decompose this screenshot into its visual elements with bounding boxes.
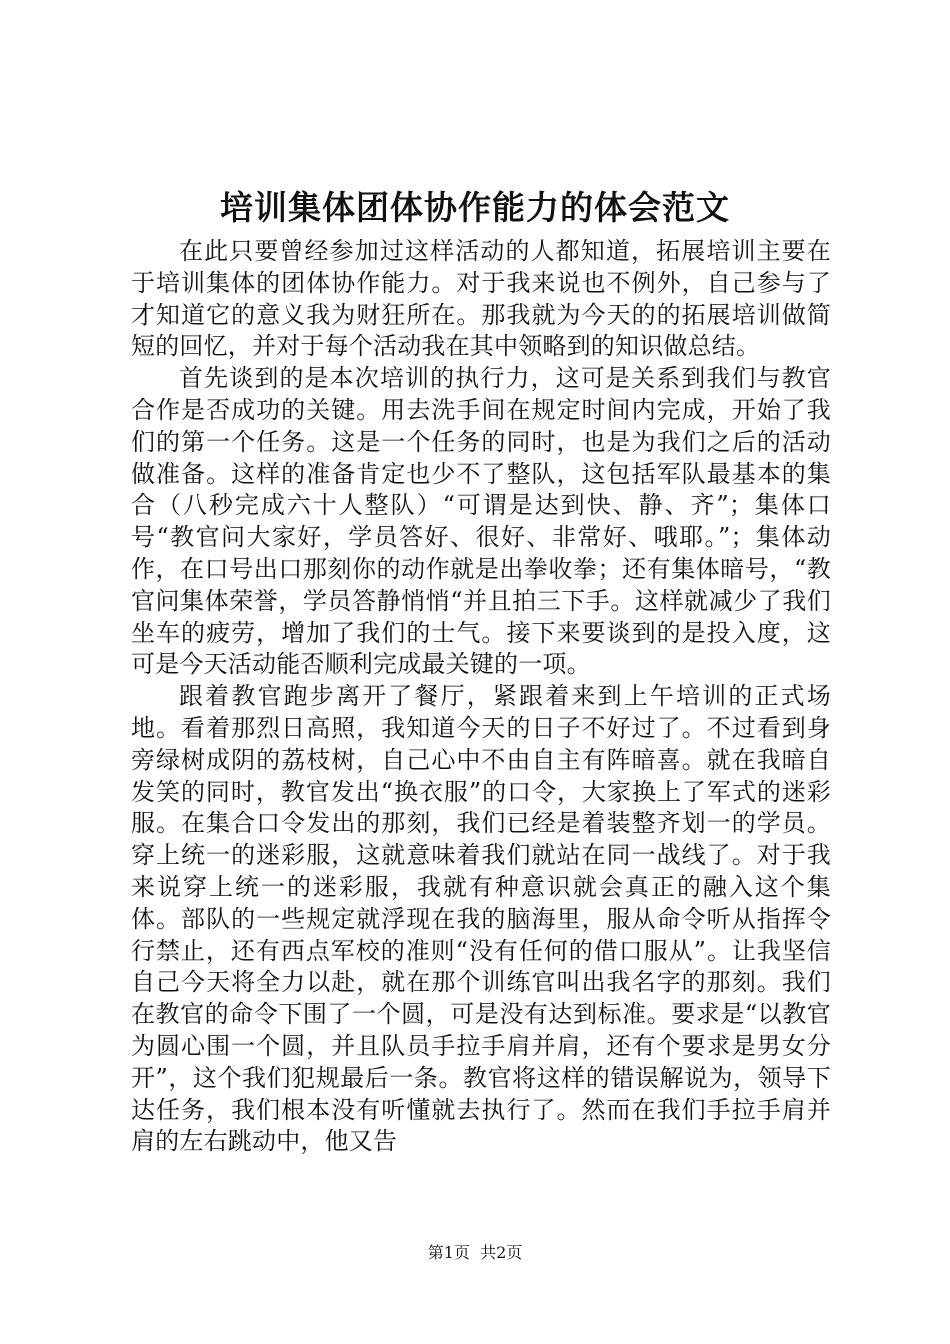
document-title: 培训集体团体协作能力的体会范文 xyxy=(220,188,730,227)
page-footer xyxy=(0,1242,950,1264)
page-total: 共2页 xyxy=(480,1243,523,1262)
body-paragraph: 在此只要曾经参加过这样活动的人都知道，拓展培训主要在于培训集体的团体协作能力。对于我来说也不例外，自己参与了才知道它的意义我为财狂所在。那我就为今天的的拓展培训做简短的回忆，并对于每个活动我在其中领略到的知识做总结。 xyxy=(131,237,831,361)
body-paragraph: 首先谈到的是本次培训的执行力，这可是关系到我们与教官合作是否成功的关键。用去洗手间在规定时间内完成，开始了我们的第一个任务。这是一个任务的同时，也是为我们之后的活动做准备。这样的准备肯定也少不了整队，这包括军队最基本的集合（八秒完成六十人整队）“可谓是达到快、静、齐”；集体口号“教官问大家好，学员答好、很好、非常好、哦耶。”；集体动作，在口号出口那刻你的动作就是出拳收拳；还有集体暗号，“教官问集体荣誉，学员答静悄悄“并且拍三下手。这样就减少了我们坐车的疲劳，增加了我们的士气。接下来要谈到的是投入度，这可是今天活动能否顺利完成最关键的一项。 xyxy=(131,364,831,679)
page-number: 第1页 xyxy=(427,1243,470,1262)
document-body xyxy=(131,236,831,1158)
body-paragraph: 跟着教官跑步离开了餐厅，紧跟着来到上午培训的正式场地。看着那烈日高照，我知道今天的日子不好过了。不过看到身旁绿树成阴的荔枝树，自己心中不由自主有阵暗喜。就在我暗自发笑的同时，教官发出“换衣服”的口令，大家换上了军式的迷彩服。在集合口令发出的那刻，我们已经是着装整齐划一的学员。穿上统一的迷彩服，这就意味着我们就站在同一战线了。对于我来说穿上统一的迷彩服，我就有种意识就会真正的融入这个集体。部队的一些规定就浮现在我的脑海里，服从命令听从指挥令行禁止，还有西点军校的准则“没有任何的借口服从”。让我坚信自己今天将全力以赴，就在那个训练官叫出我名字的那刻。我们在教官的命令下围了一个圆，可是没有达到标准。要求是“以教官为圆心围一个圆，并且队员手拉手肩并肩，还有个要求是男女分开”，这个我们犯规最后一条。教官将这样的错误解说为，领导下达任务，我们根本没有听懂就去执行了。然而在我们手拉手肩并肩的左右跳动中，他又告 xyxy=(131,682,831,1156)
